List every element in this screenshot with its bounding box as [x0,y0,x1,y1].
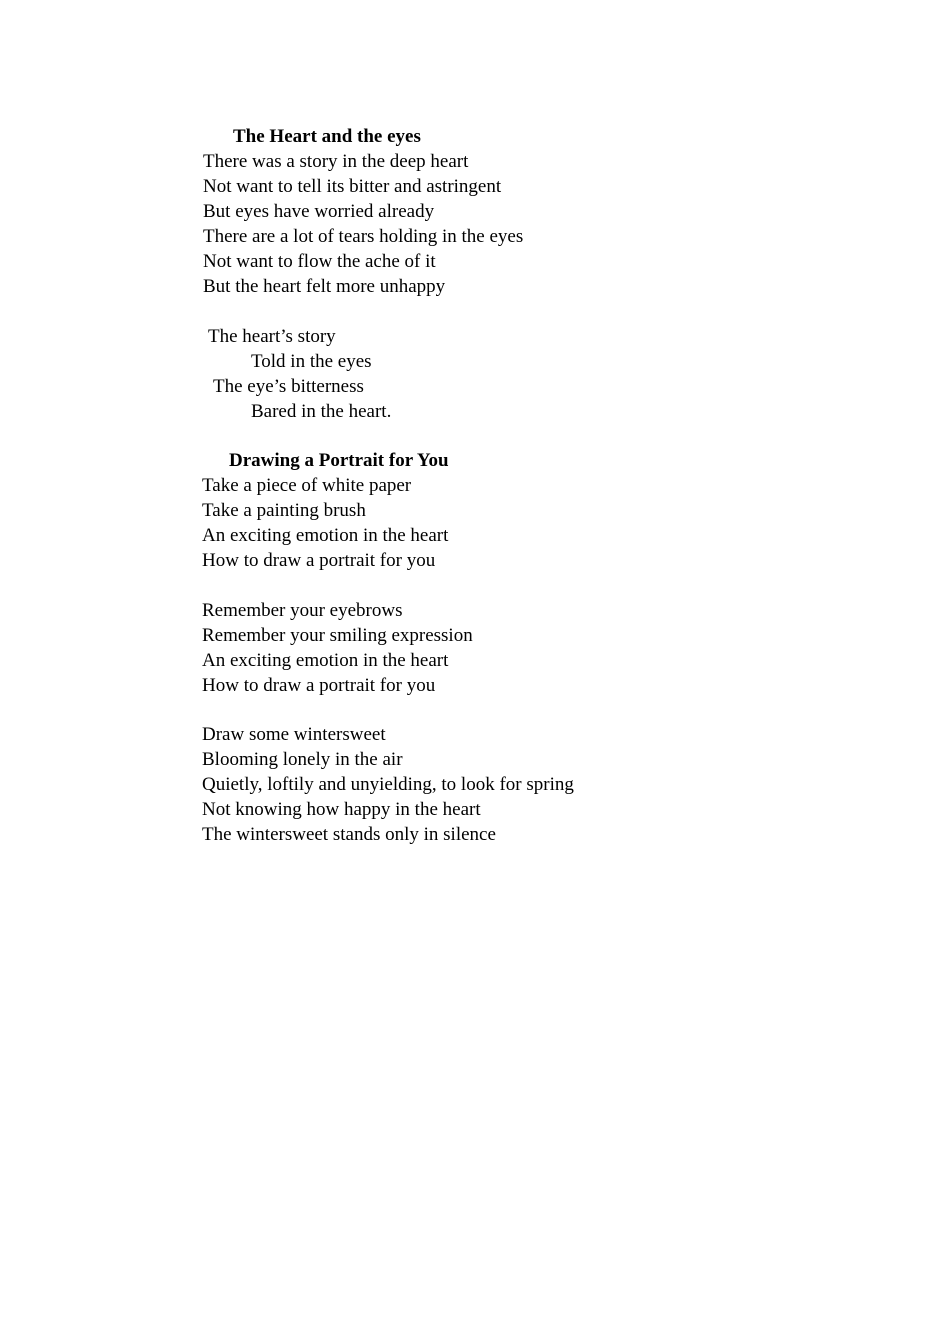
poem-line: Told in the eyes [251,351,372,372]
poem-line: An exciting emotion in the heart [202,525,449,546]
poem-line: Remember your smiling expression [202,625,473,646]
poem-title-drawing-portrait: Drawing a Portrait for You [229,450,449,471]
poem-line: But eyes have worried already [203,201,435,222]
poem-line: Blooming lonely in the air [202,749,403,770]
poem-line: Remember your eyebrows [202,600,403,621]
poem-line: The wintersweet stands only in silence [202,824,496,845]
poem-line: Quietly, loftily and unyielding, to look for spring [202,774,574,795]
poem-line: The heart’s story [208,326,336,347]
poem-line: Not want to flow the ache of it [203,251,436,272]
poem-line: Take a painting brush [202,500,366,521]
poem-line: The eye’s bitterness [213,376,364,397]
poem-line: But the heart felt more unhappy [203,276,446,297]
poem-line: Draw some wintersweet [202,724,386,745]
poem-line: There was a story in the deep heart [203,151,469,172]
poem-line: Not want to tell its bitter and astringent [203,176,502,197]
poem-line: How to draw a portrait for you [202,675,436,696]
poem-line: How to draw a portrait for you [202,550,436,571]
poem-line: An exciting emotion in the heart [202,650,449,671]
poem-title-heart-and-eyes: The Heart and the eyes [233,126,421,147]
poem-line: Not knowing how happy in the heart [202,799,481,820]
poem-line: Bared in the heart. [251,401,392,422]
poem-line: There are a lot of tears holding in the eyes [203,226,524,247]
poem-line: Take a piece of white paper [202,475,412,496]
